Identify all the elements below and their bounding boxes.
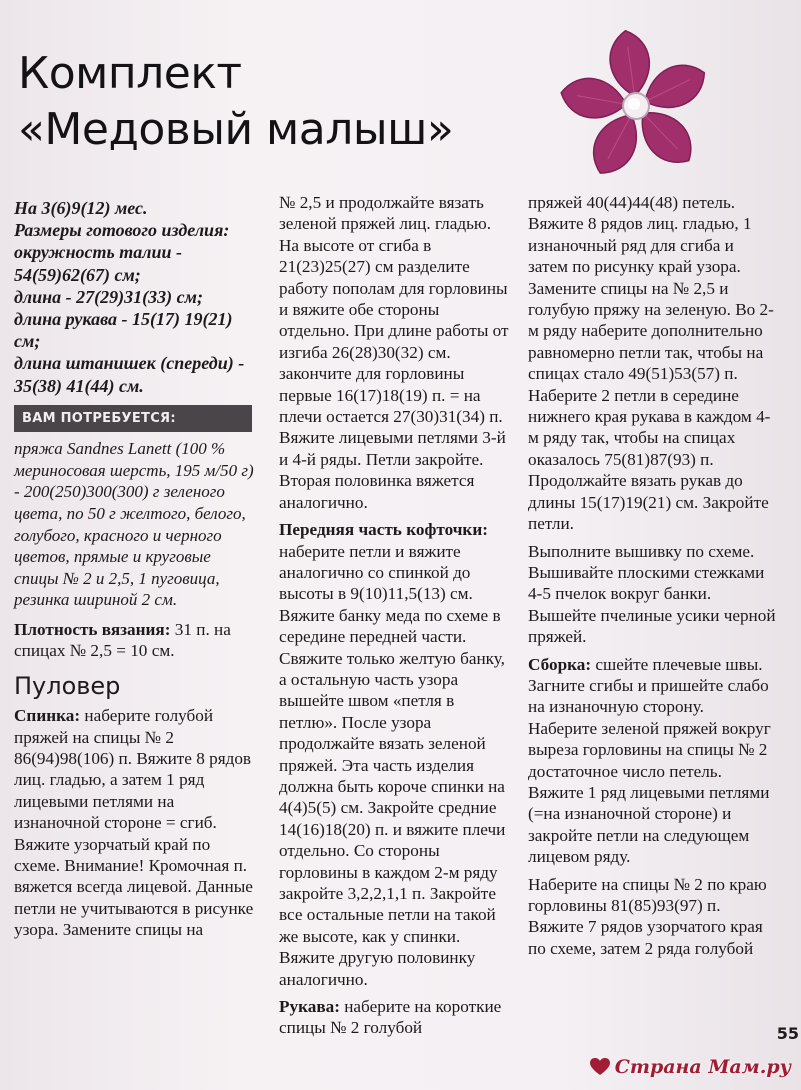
sizes-heading: Размеры готового изделия: (14, 220, 230, 241)
col3-paragraph-2: Выполните вышивку по схеме. Вышивайте плоскими стежками 4-5 пчелок вокруг банки. Вышейте пчелиные усики черной пряжей. (528, 541, 776, 647)
assembly-text: сшейте плечевые швы. Загните сгибы и пришейте слабо на изнаночную сторону. Наберите зеленой пряжей вокруг выреза горловины на спицы № 2 достаточное число петель. Вяжите 1 ряд лицевыми петлями (=на изнаночной стороне) и закройте петли на следующем лицевом ряду. (528, 654, 771, 867)
watermark-tld: .ру (759, 1056, 791, 1078)
watermark (589, 1056, 791, 1078)
col2-paragraph-1: № 2,5 и продолжайте вязать зеленой пряжей лиц. гладью. На высоте от сгиба в 21(23)25(27) см разделите работу пополам для горловины и вяжите обе стороны отдельно. При длине работы от изгиба 26(28)30(32) см. закончите для горловины первые 16(17)18(19) п. = на плечи остается 27(30)31(34) п. Вяжите лицевыми петлями 3-й и 4-й ряды. Петли закройте. Вторая половинка вяжется аналогично. (279, 193, 509, 512)
column-3 (528, 192, 776, 965)
materials-text: пряжа Sandnes Lanett (100 % мериносовая шерсть, 195 м/50 г) - 200(250)300(300) г зеленого цвета, по 50 г желтого, белого, голубого, красного и черного цветов, прямые и круговые спицы № 2 и 2,5, 1 пуговица, резинка шириной 2 см. (14, 439, 254, 610)
density-paragraph (14, 619, 254, 662)
density-text: 31 п. на спицах № 2,5 = 10 см. (14, 619, 231, 661)
front-text: наберите петли и вяжите аналогично со спинкой до высоты в 9(10)11,5(13) см. Вяжите банку меда по схеме в середине передней части. Свяжите только желтую банку, а остальную часть узора вышейте швом «петля в петлю». После узора продолжайте вязать зеленой пряжей. Эта часть изделия должна быть короче спинки на 4(4)5(5) см. Закройте средние 14(16)18(20) п. и вяжите плечи отдельно. Со стороны горловины в каждом 2-м ряду закройте 3,2,2,1,1 п. Закройте все остальные петли на такой же высоте, как у спинки. Вяжите другую половинку аналогично. (279, 541, 506, 989)
title-line-2: «Медовый малыш» (18, 104, 454, 155)
back-label: Спинка: (14, 706, 81, 726)
sleeves-paragraph (279, 996, 514, 1039)
back-text: наберите голубой пряжей на спицы № 2 86(94)98(106) п. Вяжите 8 рядов лиц. гладью, а затем 1 ряд лицевыми петлями на изнаночной стороне = сгиб. Вяжите узорчатый край по схеме. Внимание! Кромочная п. вяжется всегда лицевой. Данные петли не учитываются в рисунке узора. Замените спицы на (14, 706, 254, 940)
pullover-heading: Пуловер (14, 671, 121, 700)
size-length: длина - 27(29)31(33) см; (14, 286, 203, 307)
assembly-label: Сборка: (528, 654, 592, 674)
watermark-text: Страна Мам (614, 1056, 760, 1078)
front-label: Передняя часть кофточки: (279, 520, 488, 540)
sleeves-text: наберите на короткие спицы № 2 голубой (279, 997, 502, 1038)
column-2 (279, 192, 514, 1045)
flower-icon (556, 26, 716, 186)
sleeves-label: Рукава: (279, 997, 340, 1017)
page-number: 55 (776, 1024, 799, 1043)
col3-paragraph-4: Наберите на спицы № 2 по краю горловины 81(85)93(97) п. Вяжите 7 рядов узорчатого края по схеме, затем 2 ряда голубой (528, 874, 767, 958)
column-1 (14, 197, 254, 947)
age-range: На 3(6)9(12) мес. (14, 198, 148, 218)
density-label: Плотность вязания: (14, 619, 171, 639)
col3-paragraph-1: пряжей 40(44)44(48) петель. Вяжите 8 рядов лиц. гладью, 1 изнаночный ряд для сгиба и затем по рисунку край узора. Замените спицы на № 2,5 и голубую пряжу на зеленую. Во 2-м ряду наберите дополнительно равномерно петли так, чтобы на спицах стало 49(51)53(57) п. Наберите 2 петли в середине нижнего края рукава в каждом 4-м ряду так, чтобы на спицах оказалось 75(81)87(93) п. Продолжайте вязать рукав до длины 15(17)19(21) см. Закройте петли. (528, 193, 774, 534)
materials-banner: ВАМ ПОТРЕБУЕТСЯ: (14, 405, 252, 432)
front-paragraph (279, 519, 514, 990)
assembly-paragraph (528, 654, 776, 868)
size-sleeve: длина рукава - 15(17) 19(21) см; (14, 309, 233, 352)
size-pants: длина штанишек (спереди) - 35(38) 41(44) см. (14, 353, 245, 396)
title-line-1: Комплект (18, 48, 242, 99)
size-waist: окружность талии - 54(59)62(67) см; (14, 242, 183, 285)
heart-house-icon (589, 1057, 611, 1077)
back-paragraph (14, 705, 254, 940)
page-title (18, 46, 453, 158)
